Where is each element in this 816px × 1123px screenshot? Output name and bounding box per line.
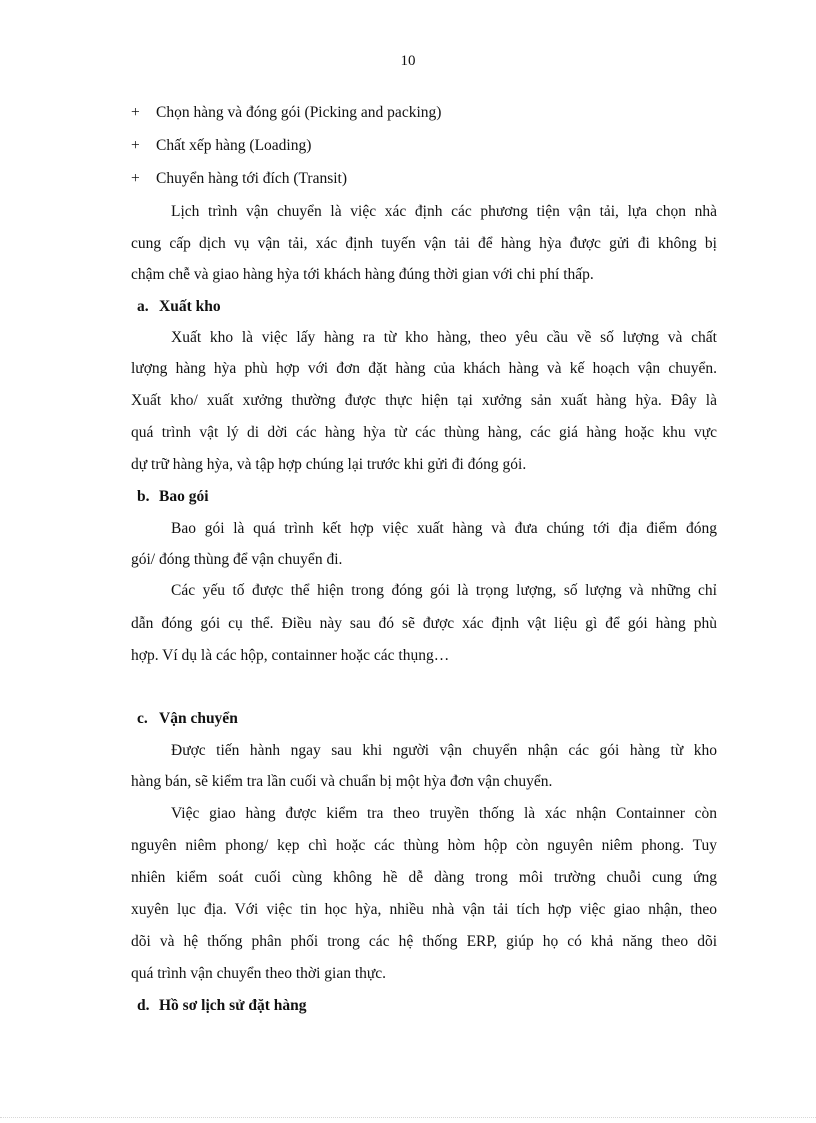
paragraph-line: Xuất kho là việc lấy hàng ra từ kho hàng, theo yêu cầu về số lượng và chất — [171, 329, 717, 346]
section-letter: a. — [137, 298, 149, 315]
bullet-item — [131, 135, 717, 157]
section-letter: b. — [137, 488, 150, 505]
paragraph-line: Việc giao hàng được kiểm tra theo truyền thống là xác nhận Containner còn — [171, 805, 717, 822]
bullet-text: Chất xếp hàng (Loading) — [156, 137, 312, 154]
bullet-symbol: + — [131, 170, 140, 187]
paragraph-line: Bao gói là quá trình kết hợp việc xuất hàng và đưa chúng tới địa điểm đóng — [171, 520, 717, 537]
paragraph-line: hợp. Ví dụ là các hộp, containner hoặc các thụng… — [131, 647, 450, 664]
paragraph-line: gói/ đóng thùng để vận chuyển đi. — [131, 551, 343, 568]
paragraph-line: nguyên niêm phong/ kẹp chì hoặc các thùng hòm hộp còn nguyên niêm phong. Tuy — [131, 837, 717, 854]
section-heading — [131, 296, 717, 318]
section-title: Vận chuyển — [159, 710, 238, 727]
paragraph-line: Lịch trình vận chuyển là việc xác định các phương tiện vận tải, lựa chọn nhà — [171, 203, 717, 220]
paragraph-line: chậm chễ và giao hàng hỳa tới khách hàng đúng thời gian với chi phí thấp. — [131, 266, 594, 283]
paragraph-line: nhiên kiểm soát cuối cùng không hề dễ dàng trong môi trường chuỗi cung ứng — [131, 869, 717, 886]
section-letter: c. — [137, 710, 148, 727]
paragraph-line: dẫn đóng gói cụ thể. Điều này sau đó sẽ được xác định vật liệu gì để gói hàng phù — [131, 615, 717, 632]
paragraph-line: cung cấp dịch vụ vận tải, xác định tuyến vận tải để hàng hỳa được gửi đi không bị — [131, 235, 717, 252]
bullet-item — [131, 102, 717, 124]
paragraph-line: xuyên lục địa. Với việc tin học hỳa, nhiều nhà vận tải tích hợp việc giao nhận, theo — [131, 901, 717, 918]
paragraph-line: hàng bán, sẽ kiểm tra lần cuối và chuẩn bị một hỳa đơn vận chuyển. — [131, 773, 553, 790]
page-number: 10 — [400, 53, 416, 69]
paragraph-line: Xuất kho/ xuất xưởng thường được thực hiện tại xưởng sản xuất hàng hỳa. Đây là — [131, 392, 717, 409]
section-title: Bao gói — [159, 488, 209, 505]
section-heading — [131, 708, 717, 730]
paragraph-line: quá trình vật lý di dời các hàng hỳa từ các thùng hàng, các giá hàng hoặc khu vực — [131, 424, 717, 441]
section-heading — [131, 486, 717, 508]
paragraph-line: quá trình vận chuyển theo thời gian thực. — [131, 965, 387, 982]
page-bottom-edge — [0, 1117, 816, 1118]
bullet-text: Chọn hàng và đóng gói (Picking and packing) — [156, 104, 442, 121]
paragraph-line: dự trữ hàng hỳa, và tập hợp chúng lại trước khi gửi đi đóng gói. — [131, 456, 527, 473]
paragraph-line: lượng hàng hỳa phù hợp với đơn đặt hàng của khách hàng và kế hoạch vận chuyển. — [131, 360, 717, 377]
section-letter: d. — [137, 997, 150, 1014]
bullet-symbol: + — [131, 104, 140, 121]
section-title: Xuất kho — [159, 298, 221, 315]
section-title: Hồ sơ lịch sử đặt hàng — [159, 997, 307, 1014]
bullet-text: Chuyển hàng tới đích (Transit) — [156, 170, 348, 187]
bullet-item — [131, 168, 717, 190]
paragraph-line: Được tiến hành ngay sau khi người vận chuyển nhận các gói hàng từ kho — [171, 742, 717, 759]
section-heading — [131, 995, 717, 1017]
bullet-symbol: + — [131, 137, 140, 154]
paragraph-line: Các yếu tố được thể hiện trong đóng gói là trọng lượng, số lượng và những chỉ — [171, 582, 717, 599]
paragraph-line: dõi và hệ thống phân phối trong các hệ thống ERP, giúp họ có khả năng theo dõi — [131, 933, 717, 950]
